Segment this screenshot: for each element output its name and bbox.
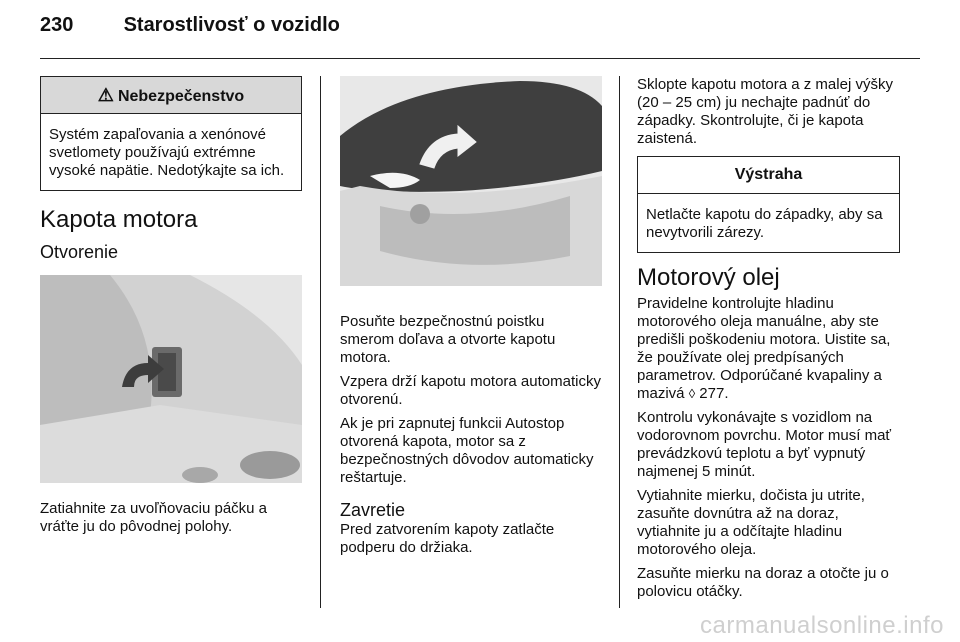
page-header — [40, 14, 340, 37]
paragraph-1: Posuňte bezpečnostnú poistku smerom doľava a otvorte kapotu motora. — [340, 313, 556, 366]
column-1 — [40, 76, 302, 542]
header-rule — [40, 58, 920, 59]
column-divider-2 — [619, 76, 620, 608]
paragraph-2: Vzpera drží kapotu motora automaticky otvorenú. — [340, 373, 601, 408]
warning-triangle-icon: ⚠ — [97, 85, 114, 105]
warning-box-text: Netlačte kapotu do západky, aby sa nevytvorili zárezy. — [646, 206, 883, 241]
paragraph-close-hood: Sklopte kapotu motora a z malej výšky (20 – 25 cm) ju nechajte padnúť do západky. Skontrolujte, či je kapota zaistená. — [637, 76, 893, 147]
column-3 — [637, 76, 900, 607]
warning-box-title: Výstraha — [638, 157, 899, 194]
danger-box — [40, 76, 302, 191]
paragraph-oil-1: Pravidelne kontrolujte hladinu motorového oleja manuálne, aby ste predišli poškodeniu motora. Uistite sa, že používate olej predpísaných parametrov. Odporúčané kvapaliny a mazivá ◊ 277. — [637, 295, 891, 402]
subheading-opening: Otvorenie — [40, 242, 119, 262]
subheading-closing: Zavretie — [340, 500, 406, 520]
paragraph-4: Pred zatvorením kapoty zatlačte podperu do držiaka. — [340, 521, 555, 556]
warning-box — [637, 156, 900, 253]
paragraph-3: Ak je pri zapnutej funkcii Autostop otvorená kapota, motor sa z bezpečnostných dôvodov automaticky reštartuje. — [340, 415, 594, 486]
danger-box-text: Systém zapaľovania a xenónové svetlomety používajú extrémne vysoké napätie. Nedotýkajte sa ich. — [49, 126, 285, 179]
figure-caption: Zatiahnite za uvoľňovaciu páčku a vráťte ju do pôvodnej polohy. — [40, 500, 268, 535]
column-2 — [340, 76, 602, 563]
heading-hood: Kapota motora — [40, 206, 198, 233]
paragraph-oil-4: Zasuňte mierku na doraz a otočte ju o polovicu otáčky. — [637, 565, 889, 600]
section-title: Starostlivosť o vozidlo — [123, 14, 340, 36]
release-lever-photo — [40, 275, 302, 483]
page-reference-icon: ◊ — [688, 386, 696, 401]
watermark: carmanualsonline.info — [700, 612, 944, 639]
column-divider-1 — [320, 76, 321, 608]
danger-box-title: Nebezpečenstvo — [117, 88, 245, 105]
hood-latch-photo — [340, 76, 602, 286]
paragraph-oil-2: Kontrolu vykonávajte s vozidlom na vodorovnom povrchu. Motor musí mať prevádzkovú teplotu a byť vypnutý najmenej 5 minút. — [637, 409, 892, 480]
paragraph-oil-3: Vytiahnite mierku, dočista ju utrite, zasuňte dovnútra až na doraz, vytiahnite ju a odčítajte hladinu motorového oleja. — [637, 487, 865, 558]
heading-engine-oil: Motorový olej — [637, 264, 780, 291]
page-number: 230 — [40, 14, 74, 36]
